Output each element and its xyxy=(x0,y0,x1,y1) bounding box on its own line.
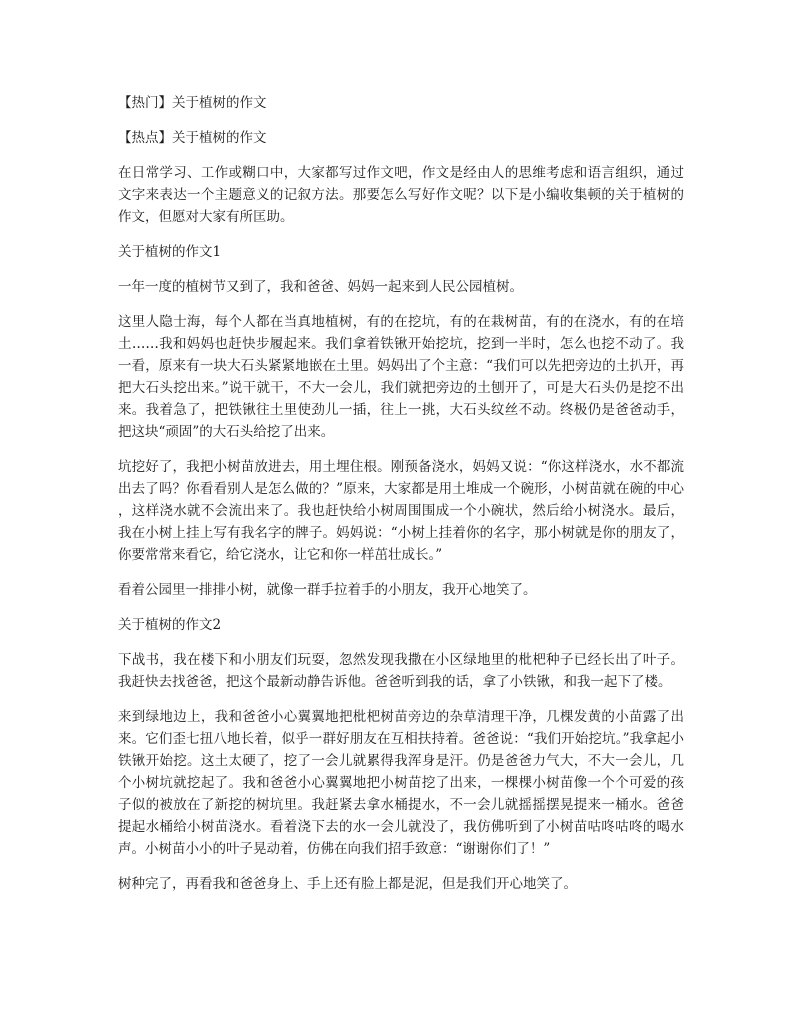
title-focus: 【热点】关于植树的作文 xyxy=(118,130,267,146)
document-body xyxy=(118,92,684,908)
essay1-paragraph: 这里人隐士海，每个人都在当真地植树，有的在挖坑，有的在栽树苗，有的在浇水，有的在培土……我和妈妈也赶快步履起来。我们拿着铁锹开始挖坑，挖到一半时，怎么也挖不动了。我一看，原来有一块大石头紧紧地嵌在土里。妈妈出了个主意：“我们可以先把旁边的土扒开，再把大石头挖出来。”说干就干，不大一会儿，我们就把旁边的土刨开了，可是大石头仍是挖不出来。我着急了，把铁锹往土里使劲儿一插，往上一挑，大石头纹丝不动。终极仍是爸爸动手，把这块“顽固”的大石头给挖了出来。 xyxy=(118,314,684,440)
essay2-paragraph: 下战书，我在楼下和小朋友们玩耍，忽然发现我撒在小区绿地里的枇杷种子已经长出了叶子。我赶快去找爸爸，把这个最新动静告诉他。爸爸听到我的话，拿了小铁锹，和我一起下了楼。 xyxy=(118,652,684,690)
essay1-paragraph: 坑挖好了，我把小树苗放进去，用土埋住根。刚预备浇水，妈妈又说：“你这样浇水，水不都流出去了吗？你看看别人是怎么做的？”原来，大家都是用土堆成一个碗形，小树苗就在碗的中心，这样浇水就不会流出来了。我也赶快给小树周围围成一个小碗状，然后给小树浇水。最后，我在小树上挂上写有我名字的牌子。妈妈说：“小树上挂着你的名字，那小树就是你的朋友了，你要常常来看它，给它浇水，让它和你一样茁壮成长。” xyxy=(118,459,684,563)
intro-paragraph: 在日常学习、工作或糊口中，大家都写过作文吧，作文是经由人的思维考虑和语言组织，通过文字来表达一个主题意义的记叙方法。那要怎么写好作文呢？以下是小编收集顿的关于植树的作文，但愿对大家有所匡助。 xyxy=(118,165,684,225)
essay1-paragraph: 看着公园里一排排小树，就像一群手拉着手的小朋友，我开心地笑了。 xyxy=(118,582,537,598)
essay1-heading: 关于植树的作文1 xyxy=(118,244,222,260)
essay2-paragraph: 来到绿地边上，我和爸爸小心翼翼地把枇杷树苗旁边的杂草清理干净，几棵发黄的小苗露了出来。它们歪七扭八地长着，似乎一群好朋友在互相扶持着。爸爸说：“我们开始挖坑。”我拿起小铁锹开始挖。这土太硬了，挖了一会儿就累得我浑身是汗。仍是爸爸力气大，不大一会儿，几个小树坑就挖起了。我和爸爸小心翼翼地把小树苗挖了出来，一棵棵小树苗像一个个可爱的孩子似的被放在了新挖的树坑里。我赶紧去拿水桶提水，不一会儿就摇摇摆晃提来一桶水。爸爸提起水桶给小树苗浇水。看着浇下去的水一会儿就没了，我仿佛听到了小树苗咕咚咕咚的喝水声。小树苗小小的叶子晃动着，仿佛在向我们招手致意：“谢谢你们了！” xyxy=(118,709,684,857)
title-hot: 【热门】关于植树的作文 xyxy=(118,95,267,111)
essay2-heading: 关于植树的作文2 xyxy=(118,617,222,633)
essay1-paragraph: 一年一度的植树节又到了，我和爸爸、妈妈一起来到人民公园植树。 xyxy=(118,279,523,295)
essay2-paragraph: 树种完了，再看我和爸爸身上、手上还有脸上都是泥，但是我们开心地笑了。 xyxy=(118,876,577,892)
